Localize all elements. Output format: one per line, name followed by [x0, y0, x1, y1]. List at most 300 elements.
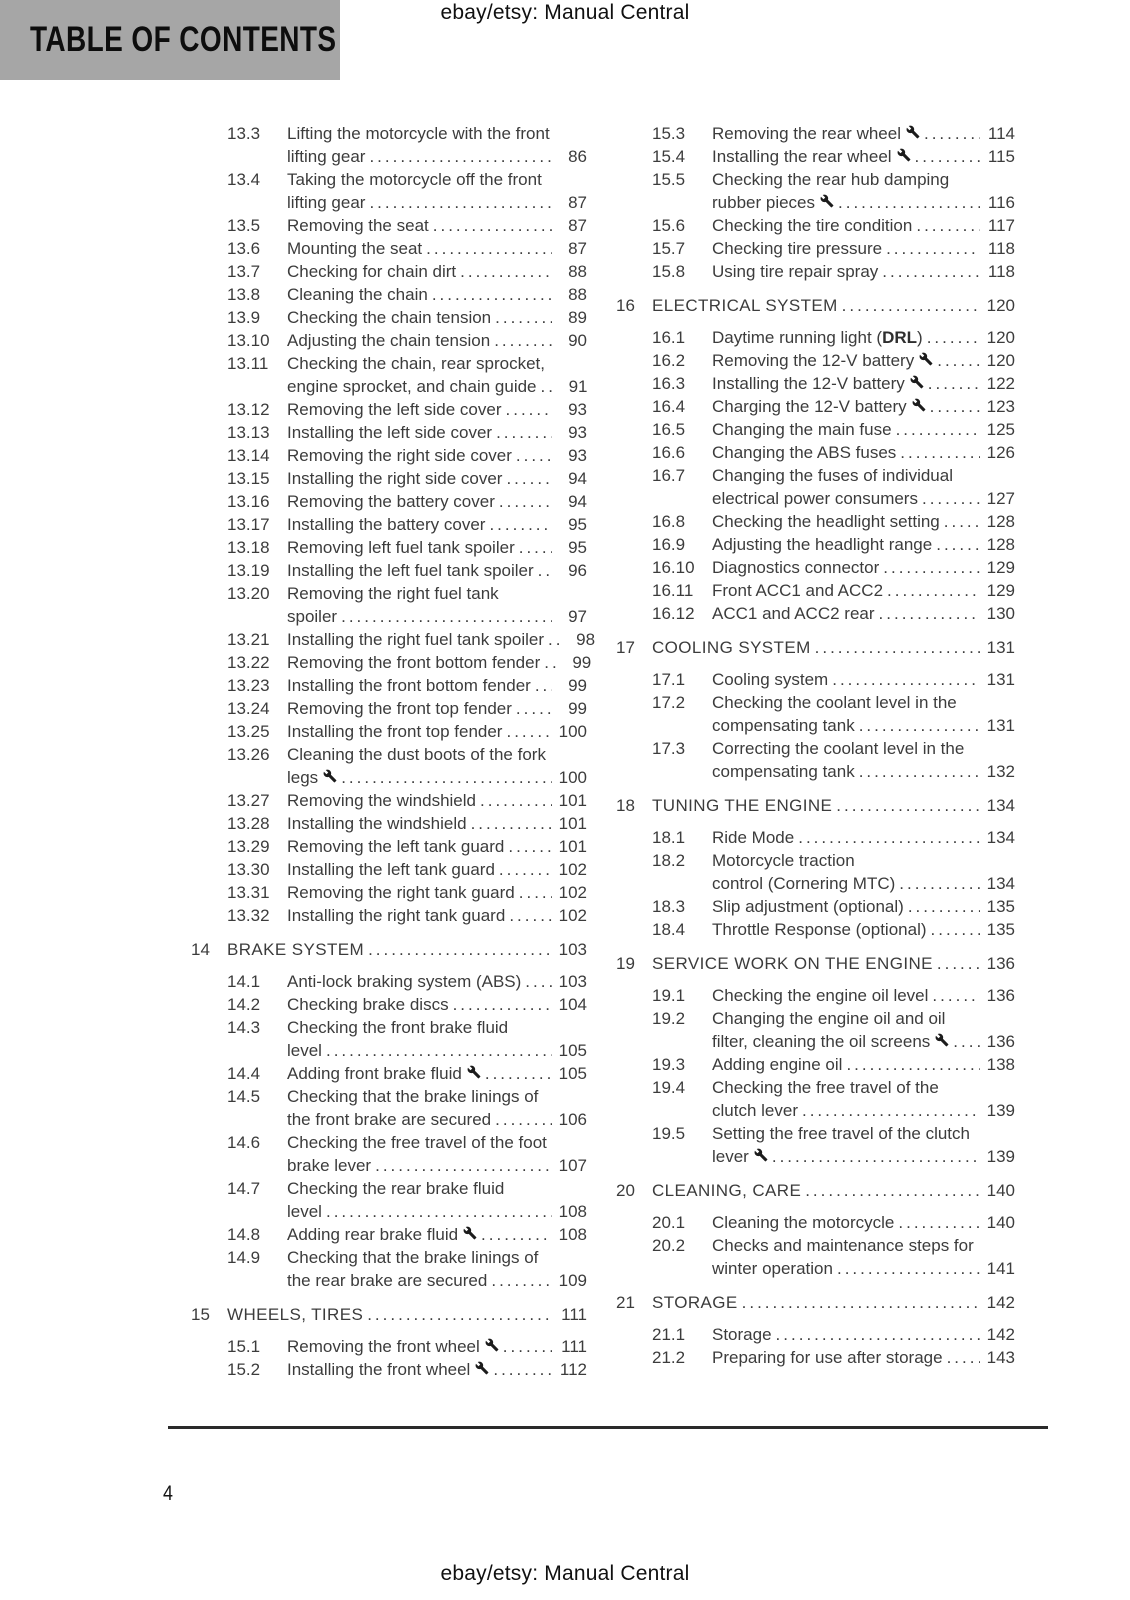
toc-section-entry [185, 1303, 587, 1326]
entry-page: 136 [986, 1032, 1015, 1051]
wrench-icon [935, 1033, 949, 1047]
entry-title: the rear brake are secured [287, 1271, 488, 1290]
toc-entry [185, 628, 596, 651]
dot-leader [859, 760, 980, 783]
entry-title: Cleaning the dust boots of the fork [287, 745, 546, 764]
dot-leader [832, 668, 980, 691]
entry-line [287, 1177, 587, 1200]
entry-line [712, 1007, 1015, 1030]
entry-title: lifting gear [287, 193, 366, 212]
dot-leader [928, 372, 980, 395]
footer-divider [168, 1426, 1048, 1429]
toc-entry [610, 556, 1015, 579]
toc-entry [610, 349, 1015, 372]
entry-number: 13.24 [227, 699, 270, 718]
entry-number: 13.10 [227, 331, 270, 350]
entry-body [712, 1122, 1015, 1168]
dot-leader [548, 628, 560, 651]
entry-number: 14.2 [227, 995, 261, 1014]
entry-title: Preparing for use after storage [712, 1348, 943, 1367]
entry-number: 16.10 [652, 558, 695, 577]
dot-leader [842, 294, 980, 317]
page-number: 4 [163, 1482, 173, 1505]
toc-section-entry [610, 294, 1015, 317]
entry-title: Changing the main fuse [712, 420, 892, 439]
entry-line [287, 1062, 587, 1085]
entry-title: Removing the windshield [287, 791, 476, 810]
toc-entry [610, 826, 1015, 849]
entry-line [287, 214, 587, 237]
wrench-icon [820, 194, 834, 208]
entry-title: Installing the front bottom fender [287, 676, 531, 695]
entry-number: 19.2 [652, 1009, 686, 1028]
entry-line [712, 395, 1015, 418]
entry-title: Adding rear brake fluid [287, 1225, 459, 1244]
entry-line [652, 794, 1015, 817]
toc-entry [185, 490, 587, 513]
entry-body [712, 372, 1015, 395]
entry-page: 99 [568, 699, 587, 718]
dot-leader [544, 651, 556, 674]
dot-leader [525, 970, 552, 993]
entry-line [287, 1085, 587, 1108]
entry-number: 13.29 [227, 837, 270, 856]
entry-page: 94 [568, 469, 587, 488]
dot-leader [499, 490, 552, 513]
entry-page: 91 [568, 377, 588, 396]
entry-number: 13.19 [227, 561, 270, 580]
entry-line [287, 835, 587, 858]
entry-page: 139 [986, 1147, 1015, 1166]
dot-leader [805, 1179, 980, 1202]
entry-line [287, 1108, 587, 1131]
entry-number: 16.8 [652, 512, 686, 531]
toc-entry [185, 720, 587, 743]
toc-entry [185, 214, 587, 237]
entry-number: 19.4 [652, 1078, 686, 1097]
entry-body [712, 602, 1015, 625]
entry-number: 13.17 [227, 515, 270, 534]
entry-body [712, 1076, 1015, 1122]
entry-page: 120 [986, 296, 1015, 315]
wrench-icon [475, 1361, 489, 1375]
entry-page: 125 [986, 420, 1015, 439]
wrench-icon [485, 1338, 499, 1352]
entry-title: Installing the left tank guard [287, 860, 495, 879]
entry-body [287, 559, 587, 582]
entry-line [287, 812, 587, 835]
dot-leader [879, 602, 980, 625]
entry-body [712, 826, 1015, 849]
toc-entry [610, 145, 1015, 168]
entry-page: 112 [559, 1360, 587, 1379]
entry-line [287, 881, 587, 904]
toc-entry [610, 849, 1015, 895]
dot-leader [927, 326, 980, 349]
entry-body [287, 1358, 587, 1381]
entry-body [287, 1177, 587, 1223]
dot-leader [742, 1291, 980, 1314]
wrench-icon [463, 1226, 477, 1240]
entry-page: 129 [986, 581, 1015, 600]
entry-body [287, 835, 587, 858]
entry-line [287, 605, 587, 628]
entry-page: 101 [558, 837, 587, 856]
entry-body [287, 283, 587, 306]
entry-title: Motorcycle traction [712, 851, 855, 870]
toc-entry [185, 582, 587, 628]
entry-body [287, 306, 587, 329]
toc-entry [610, 464, 1015, 510]
entry-title: Adjusting the chain tension [287, 331, 491, 350]
entry-title: Removing the right side cover [287, 446, 512, 465]
entry-number: 15.3 [652, 124, 686, 143]
dot-leader [506, 720, 552, 743]
dot-leader [460, 260, 552, 283]
toc-entry [185, 1016, 587, 1062]
dot-leader [326, 1200, 552, 1223]
entry-title: Cleaning the chain [287, 285, 428, 304]
dot-leader [432, 283, 552, 306]
dot-leader [499, 858, 552, 881]
entry-number: 13.20 [227, 584, 270, 603]
entry-number: 14.9 [227, 1248, 261, 1267]
entry-page: 126 [986, 443, 1015, 462]
entry-line [712, 1030, 1015, 1053]
toc-column-right [610, 122, 1015, 1369]
entry-title: Checking the rear hub damping [712, 170, 950, 189]
entry-title: Removing the front top fender [287, 699, 512, 718]
entry-line [712, 372, 1015, 395]
entry-page: 90 [568, 331, 587, 350]
entry-title: Front ACC1 and ACC2 [712, 581, 884, 600]
toc-entry [185, 904, 587, 927]
entry-line [712, 1076, 1015, 1099]
entry-number: 13.8 [227, 285, 261, 304]
entry-body [287, 1246, 587, 1292]
page-title: TABLE OF CONTENTS [30, 20, 337, 59]
entry-page: 123 [986, 397, 1015, 416]
toc-entry [185, 881, 587, 904]
toc-entry [610, 533, 1015, 556]
entry-body [712, 579, 1015, 602]
entry-page: 143 [986, 1348, 1015, 1367]
entry-line [287, 1154, 587, 1177]
entry-page: 98 [576, 630, 596, 649]
dot-leader [368, 938, 552, 961]
entry-body [712, 237, 1015, 260]
entry-title: Removing the seat [287, 216, 429, 235]
entry-line [712, 668, 1015, 691]
entry-line [287, 743, 587, 766]
entry-number: 14.7 [227, 1179, 261, 1198]
toc-entry [185, 993, 587, 1016]
entry-body [287, 993, 587, 1016]
toc-entry [610, 441, 1015, 464]
entry-line [287, 398, 587, 421]
footer-watermark: ebay/etsy: Manual Central [440, 1562, 690, 1585]
entry-page: 132 [986, 762, 1015, 781]
entry-page: 108 [558, 1202, 587, 1221]
entry-number: 14.8 [227, 1225, 261, 1244]
entry-title: clutch lever [712, 1101, 798, 1120]
entry-number: 16.3 [652, 374, 686, 393]
entry-line [287, 513, 587, 536]
entry-line [712, 714, 1015, 737]
entry-line [287, 1200, 587, 1223]
toc-entry [185, 1335, 587, 1358]
entry-body [287, 881, 587, 904]
entry-body [287, 582, 587, 628]
entry-line [287, 1223, 587, 1246]
entry-line [712, 510, 1015, 533]
entry-page: 131 [986, 670, 1015, 689]
entry-number: 19.3 [652, 1055, 686, 1074]
toc-entry [185, 1358, 587, 1381]
entry-number: 13.9 [227, 308, 261, 327]
toc-entry [610, 668, 1015, 691]
entry-page: 102 [558, 860, 587, 879]
wrench-icon [467, 1065, 481, 1079]
entry-page: 131 [986, 716, 1015, 735]
entry-number: 15.5 [652, 170, 686, 189]
entry-body [712, 441, 1015, 464]
entry-body [712, 1234, 1015, 1280]
entry-body [712, 349, 1015, 372]
entry-line [712, 1257, 1015, 1280]
entry-body [712, 1323, 1015, 1346]
entry-title: Installing the right side cover [287, 469, 503, 488]
toc-entry [185, 812, 587, 835]
entry-title: compensating tank [712, 762, 855, 781]
entry-page: 140 [986, 1181, 1015, 1200]
entry-title: Changing the engine oil and oil [712, 1009, 946, 1028]
entry-number: 13.26 [227, 745, 270, 764]
toc-entry [610, 395, 1015, 418]
dot-leader [369, 145, 552, 168]
entry-page: 135 [986, 897, 1015, 916]
entry-number: 13.5 [227, 216, 261, 235]
entry-page: 101 [558, 814, 587, 833]
entry-title: Changing the ABS fuses [712, 443, 897, 462]
toc-entry [185, 536, 587, 559]
entry-title: Checking the free travel of the [712, 1078, 939, 1097]
entry-title: Charging the 12-V battery [712, 397, 907, 416]
dot-leader [495, 1108, 552, 1131]
entry-line [712, 145, 1015, 168]
entry-page: 88 [568, 285, 587, 304]
entry-title: level [287, 1041, 322, 1060]
entry-body [287, 628, 596, 651]
toc-entry [185, 122, 587, 168]
toc-entry [185, 835, 587, 858]
entry-page: 108 [558, 1225, 587, 1244]
entry-number: 19.1 [652, 986, 686, 1005]
dot-leader [426, 237, 552, 260]
dot-leader [846, 1053, 980, 1076]
entry-body [712, 145, 1015, 168]
entry-line [287, 674, 587, 697]
entry-number: 14.5 [227, 1087, 261, 1106]
entry-body [652, 794, 1015, 817]
entry-line [287, 191, 587, 214]
entry-line [652, 636, 1015, 659]
wrench-icon [910, 375, 924, 389]
entry-page: 134 [986, 828, 1015, 847]
dot-leader [367, 1303, 552, 1326]
entry-title: SERVICE WORK ON THE ENGINE [652, 954, 933, 973]
entry-line [712, 214, 1015, 237]
toc-entry [185, 1131, 587, 1177]
entry-page: 139 [986, 1101, 1015, 1120]
dot-leader [886, 237, 980, 260]
entry-page: 99 [568, 676, 587, 695]
entry-body [227, 938, 587, 961]
entry-page: 111 [561, 1337, 587, 1356]
entry-title: Throttle Response (optional) [712, 920, 927, 939]
toc-entry [610, 214, 1015, 237]
toc-section-entry [610, 794, 1015, 817]
entry-line [712, 984, 1015, 1007]
dot-leader [493, 1358, 552, 1381]
entry-title: control (Cornering MTC) [712, 874, 896, 893]
entry-number: 13.11 [227, 354, 269, 373]
entry-line [712, 918, 1015, 941]
entry-line [652, 294, 1015, 317]
toc-section-entry [185, 938, 587, 961]
toc-entry [185, 1246, 587, 1292]
entry-page: 120 [986, 328, 1015, 347]
entry-body [287, 720, 587, 743]
entry-body [712, 533, 1015, 556]
toc-entry [185, 444, 587, 467]
entry-line [287, 237, 587, 260]
entry-title: Adding front brake fluid [287, 1064, 462, 1083]
header-watermark: ebay/etsy: Manual Central [440, 1, 690, 24]
dot-leader [883, 556, 980, 579]
toc-entry [610, 122, 1015, 145]
dot-leader [900, 441, 980, 464]
dot-leader [503, 1335, 552, 1358]
dot-leader [433, 214, 552, 237]
toc-entry [610, 1234, 1015, 1280]
toc-entry [185, 467, 587, 490]
toc-entry [185, 697, 587, 720]
entry-number: 20.1 [652, 1213, 686, 1232]
dot-leader [471, 812, 552, 835]
dot-leader [930, 395, 980, 418]
entry-line [287, 1335, 587, 1358]
entry-page: 141 [986, 1259, 1015, 1278]
dot-leader [936, 533, 980, 556]
entry-line [712, 1323, 1015, 1346]
entry-page: 86 [568, 147, 587, 166]
entry-title: filter, cleaning the oil screens [712, 1032, 931, 1051]
entry-body [712, 1053, 1015, 1076]
entry-line [712, 1099, 1015, 1122]
entry-line [287, 789, 587, 812]
entry-number: 14.3 [227, 1018, 261, 1037]
entry-title: ELECTRICAL SYSTEM [652, 296, 838, 315]
toc-entry [610, 737, 1015, 783]
entry-line [712, 1145, 1015, 1168]
toc-entry [185, 1062, 587, 1085]
entry-title: Changing the fuses of individual [712, 466, 953, 485]
entry-page: 130 [986, 604, 1015, 623]
dot-leader [480, 789, 552, 812]
toc-entry [185, 743, 587, 789]
entry-page: 136 [986, 986, 1015, 1005]
entry-title: Removing the rear wheel [712, 124, 901, 143]
entry-body [652, 636, 1015, 659]
entry-body [712, 1007, 1015, 1053]
entry-number: 21.1 [652, 1325, 686, 1344]
entry-page: 95 [568, 515, 587, 534]
entry-line [287, 352, 587, 375]
entry-title: Slip adjustment (optional) [712, 897, 904, 916]
entry-number: 18.3 [652, 897, 686, 916]
entry-number: 13.28 [227, 814, 270, 833]
entry-number: 16.5 [652, 420, 686, 439]
entry-page: 88 [568, 262, 587, 281]
toc-entry [610, 168, 1015, 214]
toc-entry [610, 1053, 1015, 1076]
dot-leader [837, 1257, 980, 1280]
dot-leader [453, 993, 552, 1016]
dot-leader [341, 605, 552, 628]
dot-leader [481, 1223, 552, 1246]
dot-leader [538, 559, 552, 582]
entry-body [712, 918, 1015, 941]
entry-body [712, 691, 1015, 737]
entry-line [287, 1131, 587, 1154]
entry-number: 13.12 [227, 400, 270, 419]
toc-section-entry [610, 636, 1015, 659]
entry-title: Installing the 12-V battery [712, 374, 905, 393]
entry-body [287, 490, 587, 513]
toc-entry [610, 602, 1015, 625]
toc-entry [185, 237, 587, 260]
dot-leader [937, 349, 980, 372]
entry-body [712, 418, 1015, 441]
entry-page: 118 [987, 262, 1015, 281]
toc-entry [185, 329, 587, 352]
entry-page: 96 [568, 561, 587, 580]
entry-number: 15.8 [652, 262, 686, 281]
entry-number: 17.3 [652, 739, 686, 758]
entry-line [287, 490, 587, 513]
wrench-icon [897, 148, 911, 162]
entry-line [652, 1291, 1015, 1314]
dot-leader [887, 579, 980, 602]
wrench-icon [919, 352, 933, 366]
entry-line [287, 1246, 587, 1269]
toc-entry [185, 559, 587, 582]
entry-line [712, 1346, 1015, 1369]
entry-number: 13.30 [227, 860, 270, 879]
dot-leader [924, 122, 980, 145]
entry-title: Removing the right tank guard [287, 883, 515, 902]
entry-page: 99 [572, 653, 592, 672]
toc-entry [610, 1122, 1015, 1168]
entry-title: Checking that the brake linings of [287, 1248, 539, 1267]
entry-title: Checks and maintenance steps for [712, 1236, 974, 1255]
entry-line [287, 720, 587, 743]
entry-number: 18.1 [652, 828, 686, 847]
entry-title: Lifting the motorcycle with the front [287, 124, 550, 143]
entry-body [712, 464, 1015, 510]
entry-title: Installing the battery cover [287, 515, 486, 534]
